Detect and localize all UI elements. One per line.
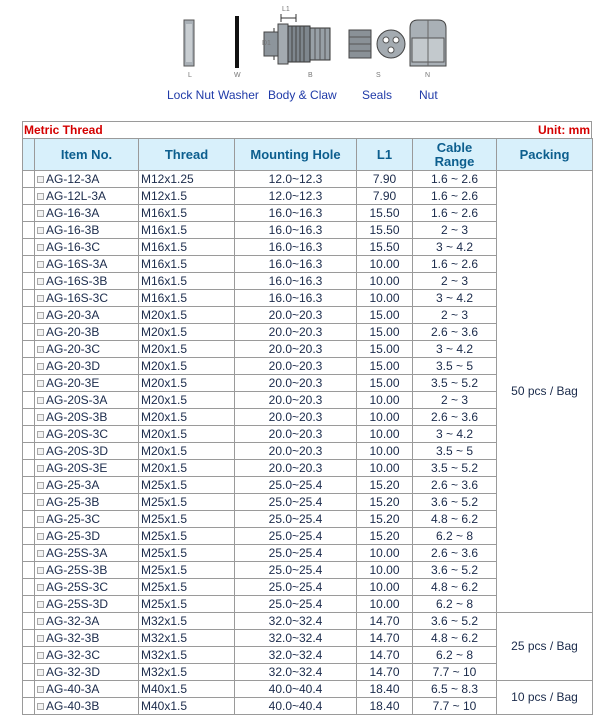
cell-thread: M25x1.5: [139, 494, 235, 511]
cell-item-no: [35, 460, 139, 477]
cell-item-no: [35, 613, 139, 630]
row-spacer: [23, 613, 35, 630]
expand-box-icon[interactable]: [37, 448, 44, 455]
body-claw-icon: [264, 14, 330, 64]
expand-box-icon[interactable]: [37, 431, 44, 438]
cell-item-no: [35, 222, 139, 239]
cell-mounting-hole: 25.0~25.4: [235, 562, 357, 579]
cell-l1: 15.50: [357, 205, 413, 222]
cell-thread: M25x1.5: [139, 477, 235, 494]
cell-cable-range: 3.5 ~ 5: [413, 358, 497, 375]
cell-thread: M16x1.5: [139, 205, 235, 222]
cell-l1: 15.20: [357, 477, 413, 494]
row-spacer: [23, 494, 35, 511]
item-link[interactable]: AG-20-3D: [46, 358, 101, 373]
cell-thread: M25x1.5: [139, 579, 235, 596]
cell-l1: 10.00: [357, 290, 413, 307]
cell-mounting-hole: 16.0~16.3: [235, 290, 357, 307]
expand-box-icon[interactable]: [37, 414, 44, 421]
cell-cable-range: 2.6 ~ 3.6: [413, 409, 497, 426]
row-spacer: [23, 630, 35, 647]
components-diagram: [0, 0, 611, 110]
cell-item-no: [35, 545, 139, 562]
row-spacer: [23, 579, 35, 596]
header-spacer: [23, 139, 35, 171]
cell-l1: 18.40: [357, 681, 413, 698]
row-spacer: [23, 290, 35, 307]
cell-cable-range: 4.8 ~ 6.2: [413, 511, 497, 528]
row-spacer: [23, 205, 35, 222]
cell-cable-range: 4.8 ~ 6.2: [413, 579, 497, 596]
cell-mounting-hole: 25.0~25.4: [235, 579, 357, 596]
cell-l1: 10.00: [357, 392, 413, 409]
cell-cable-range: 3 ~ 4.2: [413, 290, 497, 307]
row-spacer: [23, 596, 35, 613]
cell-l1: 14.70: [357, 664, 413, 681]
cell-mounting-hole: 20.0~20.3: [235, 324, 357, 341]
cell-l1: 14.70: [357, 613, 413, 630]
header-thread: Thread: [139, 139, 235, 171]
expand-box-icon[interactable]: [37, 669, 44, 676]
item-link[interactable]: AG-12-3A: [46, 171, 100, 186]
seals-icon: [349, 30, 405, 58]
cell-l1: 15.00: [357, 358, 413, 375]
cell-mounting-hole: 32.0~32.4: [235, 647, 357, 664]
table-caption: [22, 121, 592, 138]
cell-cable-range: 2.6 ~ 3.6: [413, 545, 497, 562]
cell-thread: M20x1.5: [139, 392, 235, 409]
header-l1: L1: [357, 139, 413, 171]
cell-item-no: [35, 256, 139, 273]
cell-mounting-hole: 20.0~20.3: [235, 443, 357, 460]
cell-item-no: [35, 205, 139, 222]
cell-cable-range: 1.6 ~ 2.6: [413, 205, 497, 222]
item-link[interactable]: AG-20S-3E: [46, 460, 108, 475]
expand-box-icon[interactable]: [37, 363, 44, 370]
cell-mounting-hole: 12.0~12.3: [235, 188, 357, 205]
cell-item-no: [35, 324, 139, 341]
expand-box-icon[interactable]: [37, 601, 44, 608]
expand-box-icon[interactable]: [37, 244, 44, 251]
item-link[interactable]: AG-25-3C: [46, 511, 101, 526]
row-spacer: [23, 341, 35, 358]
cell-mounting-hole: 20.0~20.3: [235, 409, 357, 426]
row-spacer: [23, 324, 35, 341]
cell-thread: M32x1.5: [139, 613, 235, 630]
cell-item-no: [35, 647, 139, 664]
cell-thread: M16x1.5: [139, 290, 235, 307]
cell-thread: M16x1.5: [139, 239, 235, 256]
cell-cable-range: 2 ~ 3: [413, 392, 497, 409]
row-spacer: [23, 358, 35, 375]
item-link[interactable]: AG-32-3C: [46, 647, 101, 662]
cell-item-no: [35, 341, 139, 358]
cell-thread: M16x1.5: [139, 256, 235, 273]
cell-cable-range: 3.6 ~ 5.2: [413, 562, 497, 579]
cell-mounting-hole: 25.0~25.4: [235, 596, 357, 613]
nut-icon: [410, 20, 446, 66]
cell-item-no: [35, 273, 139, 290]
expand-box-icon[interactable]: [37, 499, 44, 506]
cell-l1: 15.00: [357, 375, 413, 392]
cell-cable-range: 3.6 ~ 5.2: [413, 613, 497, 630]
cell-cable-range: 7.7 ~ 10: [413, 664, 497, 681]
unit-label: Unit: mm: [538, 123, 590, 137]
lock-nut-icon: [184, 20, 194, 66]
table-row: [23, 171, 593, 188]
row-spacer: [23, 392, 35, 409]
cell-l1: 10.00: [357, 273, 413, 290]
item-link[interactable]: AG-12L-3A: [46, 188, 107, 203]
cell-thread: M16x1.5: [139, 273, 235, 290]
cell-thread: M20x1.5: [139, 426, 235, 443]
cell-cable-range: 3.6 ~ 5.2: [413, 494, 497, 511]
cell-item-no: [35, 630, 139, 647]
expand-box-icon[interactable]: [37, 686, 44, 693]
cell-cable-range: 6.2 ~ 8: [413, 596, 497, 613]
cell-cable-range: 6.2 ~ 8: [413, 647, 497, 664]
expand-box-icon[interactable]: [37, 482, 44, 489]
cell-cable-range: 6.2 ~ 8: [413, 528, 497, 545]
cell-cable-range: 1.6 ~ 2.6: [413, 256, 497, 273]
cell-mounting-hole: 20.0~20.3: [235, 426, 357, 443]
cell-mounting-hole: 20.0~20.3: [235, 460, 357, 477]
cell-thread: M25x1.5: [139, 528, 235, 545]
cell-thread: M20x1.5: [139, 324, 235, 341]
cell-thread: M25x1.5: [139, 562, 235, 579]
expand-box-icon[interactable]: [37, 312, 44, 319]
table-row: [23, 681, 593, 698]
cell-mounting-hole: 25.0~25.4: [235, 477, 357, 494]
expand-box-icon[interactable]: [37, 176, 44, 183]
row-spacer: [23, 239, 35, 256]
cell-item-no: [35, 511, 139, 528]
cell-mounting-hole: 40.0~40.4: [235, 698, 357, 715]
header-item-no: Item No.: [35, 139, 139, 171]
cell-cable-range: 2 ~ 3: [413, 273, 497, 290]
cell-thread: M32x1.5: [139, 630, 235, 647]
body-letter: B: [308, 72, 313, 79]
cell-thread: M40x1.5: [139, 681, 235, 698]
item-link[interactable]: AG-20S-3D: [46, 443, 109, 458]
washer-icon: [235, 16, 239, 68]
cell-l1: 15.20: [357, 511, 413, 528]
cell-cable-range: 1.6 ~ 2.6: [413, 188, 497, 205]
cell-cable-range: 4.8 ~ 6.2: [413, 630, 497, 647]
cell-cable-range: 3 ~ 4.2: [413, 426, 497, 443]
cell-packing: 50 pcs / Bag: [497, 171, 593, 613]
cell-item-no: [35, 290, 139, 307]
row-spacer: [23, 511, 35, 528]
row-spacer: [23, 426, 35, 443]
header-cable-range: Cable Range: [413, 139, 497, 171]
item-link[interactable]: AG-25S-3C: [46, 579, 109, 594]
body-claw-label: Body & Claw: [268, 88, 337, 102]
cell-l1: 10.00: [357, 409, 413, 426]
row-spacer: [23, 664, 35, 681]
row-spacer: [23, 528, 35, 545]
item-link[interactable]: AG-20S-3B: [46, 409, 108, 424]
cell-l1: 15.50: [357, 239, 413, 256]
cell-item-no: [35, 681, 139, 698]
item-link[interactable]: AG-16-3B: [46, 222, 100, 237]
cell-item-no: [35, 171, 139, 188]
d1-dimension-label: D1: [262, 40, 271, 47]
cell-item-no: [35, 188, 139, 205]
cell-l1: 15.00: [357, 307, 413, 324]
expand-box-icon[interactable]: [37, 584, 44, 591]
item-link[interactable]: AG-32-3D: [46, 664, 101, 679]
cell-mounting-hole: 25.0~25.4: [235, 545, 357, 562]
item-link[interactable]: AG-25S-3A: [46, 545, 108, 560]
item-link[interactable]: AG-20-3B: [46, 324, 100, 339]
cell-thread: M32x1.5: [139, 647, 235, 664]
expand-box-icon[interactable]: [37, 652, 44, 659]
table-row: [23, 613, 593, 630]
expand-box-icon[interactable]: [37, 278, 44, 285]
cell-cable-range: 2.6 ~ 3.6: [413, 477, 497, 494]
cell-thread: M12x1.25: [139, 171, 235, 188]
cell-item-no: [35, 528, 139, 545]
cell-mounting-hole: 25.0~25.4: [235, 528, 357, 545]
item-link[interactable]: AG-16S-3C: [46, 290, 109, 305]
expand-box-icon[interactable]: [37, 703, 44, 710]
cell-item-no: [35, 392, 139, 409]
expand-box-icon[interactable]: [37, 465, 44, 472]
cell-l1: 15.50: [357, 222, 413, 239]
cell-thread: M20x1.5: [139, 341, 235, 358]
row-spacer: [23, 222, 35, 239]
washer-label: Washer: [218, 88, 259, 102]
nut-label: Nut: [419, 88, 438, 102]
cell-thread: M16x1.5: [139, 222, 235, 239]
item-link[interactable]: AG-40-3B: [46, 698, 100, 713]
cell-thread: M25x1.5: [139, 511, 235, 528]
cell-cable-range: 7.7 ~ 10: [413, 698, 497, 715]
cell-item-no: [35, 307, 139, 324]
cell-item-no: [35, 443, 139, 460]
seals-label: Seals: [362, 88, 393, 102]
cell-mounting-hole: 20.0~20.3: [235, 358, 357, 375]
cell-thread: M12x1.5: [139, 188, 235, 205]
cell-cable-range: 3.5 ~ 5.2: [413, 375, 497, 392]
seals-letter: S: [376, 72, 381, 79]
cell-thread: M20x1.5: [139, 443, 235, 460]
table-body: [23, 171, 593, 715]
lock-nut-label: Lock Nut: [167, 88, 215, 102]
cell-item-no: [35, 375, 139, 392]
cell-l1: 15.20: [357, 494, 413, 511]
cell-mounting-hole: 32.0~32.4: [235, 613, 357, 630]
cell-mounting-hole: 40.0~40.4: [235, 681, 357, 698]
cell-cable-range: 2 ~ 3: [413, 307, 497, 324]
item-link[interactable]: AG-40-3A: [46, 681, 100, 696]
row-spacer: [23, 307, 35, 324]
row-spacer: [23, 545, 35, 562]
cell-l1: 10.00: [357, 579, 413, 596]
item-link[interactable]: AG-16-3C: [46, 239, 101, 254]
row-spacer: [23, 460, 35, 477]
row-spacer: [23, 681, 35, 698]
cell-packing: 10 pcs / Bag: [497, 681, 593, 715]
spec-table: [22, 138, 593, 715]
cell-cable-range: 3.5 ~ 5: [413, 443, 497, 460]
item-link[interactable]: AG-32-3B: [46, 630, 100, 645]
cell-l1: 10.00: [357, 460, 413, 477]
expand-box-icon[interactable]: [37, 346, 44, 353]
item-link[interactable]: AG-25-3D: [46, 528, 101, 543]
table-title: Metric Thread: [24, 123, 103, 137]
cell-l1: 10.00: [357, 596, 413, 613]
item-link[interactable]: AG-20S-3C: [46, 426, 109, 441]
cell-l1: 10.00: [357, 443, 413, 460]
item-link[interactable]: AG-20-3C: [46, 341, 101, 356]
washer-letter: W: [234, 72, 241, 79]
nut-letter: N: [425, 72, 431, 79]
expand-box-icon[interactable]: [37, 516, 44, 523]
expand-box-icon[interactable]: [37, 567, 44, 574]
cell-mounting-hole: 16.0~16.3: [235, 273, 357, 290]
row-spacer: [23, 647, 35, 664]
cell-mounting-hole: 16.0~16.3: [235, 222, 357, 239]
cell-item-no: [35, 409, 139, 426]
row-spacer: [23, 375, 35, 392]
row-spacer: [23, 273, 35, 290]
cell-mounting-hole: 20.0~20.3: [235, 307, 357, 324]
item-link[interactable]: AG-25-3B: [46, 494, 100, 509]
cell-l1: 14.70: [357, 630, 413, 647]
cell-item-no: [35, 664, 139, 681]
row-spacer: [23, 562, 35, 579]
header-packing: Packing: [497, 139, 593, 171]
cell-mounting-hole: 20.0~20.3: [235, 392, 357, 409]
cell-l1: 15.20: [357, 528, 413, 545]
cell-thread: M20x1.5: [139, 375, 235, 392]
cell-l1: 18.40: [357, 698, 413, 715]
cell-cable-range: 3 ~ 4.2: [413, 239, 497, 256]
cell-packing: 25 pcs / Bag: [497, 613, 593, 681]
cell-thread: M25x1.5: [139, 545, 235, 562]
item-link[interactable]: AG-25S-3D: [46, 596, 109, 611]
cell-mounting-hole: 12.0~12.3: [235, 171, 357, 188]
cell-mounting-hole: 16.0~16.3: [235, 205, 357, 222]
cell-l1: 10.00: [357, 562, 413, 579]
cell-mounting-hole: 25.0~25.4: [235, 494, 357, 511]
expand-box-icon[interactable]: [37, 635, 44, 642]
cell-item-no: [35, 239, 139, 256]
header-mounting-hole: Mounting Hole: [235, 139, 357, 171]
item-link[interactable]: AG-20-3E: [46, 375, 100, 390]
expand-box-icon[interactable]: [37, 193, 44, 200]
cell-thread: M20x1.5: [139, 460, 235, 477]
cell-mounting-hole: 25.0~25.4: [235, 511, 357, 528]
cell-l1: 10.00: [357, 426, 413, 443]
cell-mounting-hole: 20.0~20.3: [235, 341, 357, 358]
cell-thread: M20x1.5: [139, 358, 235, 375]
l1-dimension-label: L1: [282, 6, 290, 13]
item-link[interactable]: AG-16S-3A: [46, 256, 108, 271]
cell-l1: 10.00: [357, 256, 413, 273]
cell-thread: M32x1.5: [139, 664, 235, 681]
cell-item-no: [35, 494, 139, 511]
cell-mounting-hole: 32.0~32.4: [235, 630, 357, 647]
lock-nut-letter: L: [188, 72, 192, 79]
cell-cable-range: 3 ~ 4.2: [413, 341, 497, 358]
item-link[interactable]: AG-20S-3A: [46, 392, 108, 407]
row-spacer: [23, 188, 35, 205]
cell-mounting-hole: 20.0~20.3: [235, 375, 357, 392]
row-spacer: [23, 698, 35, 715]
cell-thread: M20x1.5: [139, 409, 235, 426]
expand-box-icon[interactable]: [37, 550, 44, 557]
item-link[interactable]: AG-16S-3B: [46, 273, 108, 288]
item-link[interactable]: AG-32-3A: [46, 613, 100, 628]
cell-item-no: [35, 562, 139, 579]
cell-cable-range: 3.5 ~ 5.2: [413, 460, 497, 477]
cell-thread: M20x1.5: [139, 307, 235, 324]
table-header-row: [23, 139, 593, 171]
cell-cable-range: 1.6 ~ 2.6: [413, 171, 497, 188]
cell-item-no: [35, 358, 139, 375]
row-spacer: [23, 443, 35, 460]
expand-box-icon[interactable]: [37, 329, 44, 336]
item-link[interactable]: AG-25S-3B: [46, 562, 108, 577]
cell-mounting-hole: 16.0~16.3: [235, 256, 357, 273]
cell-l1: 10.00: [357, 545, 413, 562]
row-spacer: [23, 409, 35, 426]
cell-l1: 15.00: [357, 324, 413, 341]
cell-item-no: [35, 426, 139, 443]
row-spacer: [23, 256, 35, 273]
expand-box-icon[interactable]: [37, 533, 44, 540]
cell-l1: 14.70: [357, 647, 413, 664]
cell-item-no: [35, 596, 139, 613]
item-link[interactable]: AG-25-3A: [46, 477, 100, 492]
cell-l1: 7.90: [357, 188, 413, 205]
row-spacer: [23, 171, 35, 188]
cell-mounting-hole: 32.0~32.4: [235, 664, 357, 681]
cell-mounting-hole: 16.0~16.3: [235, 239, 357, 256]
expand-box-icon[interactable]: [37, 397, 44, 404]
cell-l1: 15.00: [357, 341, 413, 358]
row-spacer: [23, 477, 35, 494]
expand-box-icon[interactable]: [37, 227, 44, 234]
cell-cable-range: 2 ~ 3: [413, 222, 497, 239]
expand-box-icon[interactable]: [37, 618, 44, 625]
item-link[interactable]: AG-20-3A: [46, 307, 100, 322]
cell-thread: M25x1.5: [139, 596, 235, 613]
cell-thread: M40x1.5: [139, 698, 235, 715]
spec-table-container: [22, 121, 592, 715]
item-link[interactable]: AG-16-3A: [46, 205, 100, 220]
cell-l1: 7.90: [357, 171, 413, 188]
cell-cable-range: 6.5 ~ 8.3: [413, 681, 497, 698]
expand-box-icon[interactable]: [37, 261, 44, 268]
expand-box-icon[interactable]: [37, 295, 44, 302]
expand-box-icon[interactable]: [37, 210, 44, 217]
cell-cable-range: 2.6 ~ 3.6: [413, 324, 497, 341]
cell-item-no: [35, 477, 139, 494]
expand-box-icon[interactable]: [37, 380, 44, 387]
cell-item-no: [35, 698, 139, 715]
cell-item-no: [35, 579, 139, 596]
